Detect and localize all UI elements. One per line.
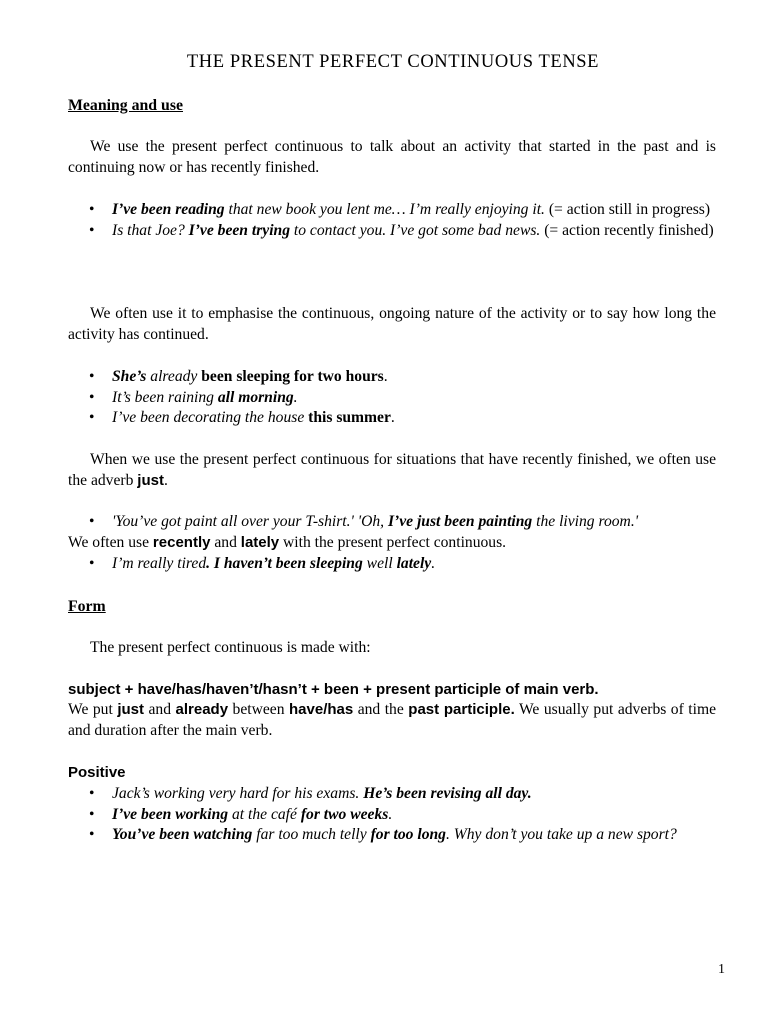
bullet-icon: • bbox=[89, 555, 95, 572]
list-item: • It’s been raining all morning. bbox=[68, 388, 716, 409]
list-item: • You’ve been watching far too much telly for too long. Why don’t you take up a new sport? bbox=[68, 825, 716, 846]
list-item: • I’ve been working at the café for two weeks. bbox=[68, 805, 716, 826]
list-item: • She’s already been sleeping for two hours. bbox=[68, 367, 716, 388]
example-list-positive bbox=[68, 784, 716, 846]
bullet-icon: • bbox=[89, 201, 95, 218]
form-formula: subject + have/has/haven’t/hasn’t + been + present participle of main verb. bbox=[68, 681, 599, 698]
list-item: • I’ve been reading that new book you lent me… I’m really enjoying it. (= action still in progress) bbox=[68, 200, 716, 221]
bullet-icon: • bbox=[89, 805, 95, 823]
bullet-icon: • bbox=[89, 409, 95, 426]
list-item: • I’ve been decorating the house this summer. bbox=[68, 408, 716, 429]
section-heading-meaning: Meaning and use bbox=[68, 97, 183, 114]
list-item: • Is that Joe? I’ve been trying to contact you. I’ve got some bad news. (= action recently finished) bbox=[68, 221, 716, 242]
paragraph-form-intro: The present perfect continuous is made with: bbox=[90, 639, 371, 656]
bullet-icon: • bbox=[89, 826, 95, 843]
section-heading-form: Form bbox=[68, 598, 106, 615]
paragraph-intro: We use the present perfect continuous to talk about an activity that started in the past and is continuing now or has recently finished. bbox=[68, 138, 716, 176]
list-item: • Jack’s working very hard for his exams. He’s been revising all day. bbox=[68, 784, 716, 805]
bullet-icon: • bbox=[89, 368, 95, 385]
bullet-icon: • bbox=[89, 221, 95, 239]
paragraph-recently: We often use recently and lately with the present perfect continuous. bbox=[68, 534, 507, 551]
example-list-4 bbox=[68, 554, 716, 575]
list-item: • 'You’ve got paint all over your T-shirt.' 'Oh, I’ve just been painting the living room.' bbox=[68, 512, 716, 533]
bullet-icon: • bbox=[89, 513, 95, 530]
example-list-2 bbox=[68, 367, 716, 429]
example-list-1 bbox=[68, 200, 716, 241]
bullet-icon: • bbox=[89, 785, 95, 802]
paragraph-adverbs: We put just and already between have/has and the past participle. We usually put adverbs of time and duration after the main verb. bbox=[68, 701, 717, 739]
page-title: THE PRESENT PERFECT CONTINUOUS TENSE bbox=[186, 52, 600, 72]
subheading-positive: Positive bbox=[68, 764, 126, 781]
example-list-3 bbox=[68, 512, 716, 533]
list-item: • I’m really tired. I haven’t been sleeping well lately. bbox=[68, 554, 716, 575]
paragraph-emphasis: We often use it to emphasise the continuous, ongoing nature of the activity or to say how long the activity has continued. bbox=[68, 305, 716, 343]
bullet-icon: • bbox=[89, 388, 95, 406]
page-number: 1 bbox=[718, 962, 725, 977]
paragraph-just: When we use the present perfect continuous for situations that have recently finished, we often use the adverb just. bbox=[68, 451, 716, 489]
